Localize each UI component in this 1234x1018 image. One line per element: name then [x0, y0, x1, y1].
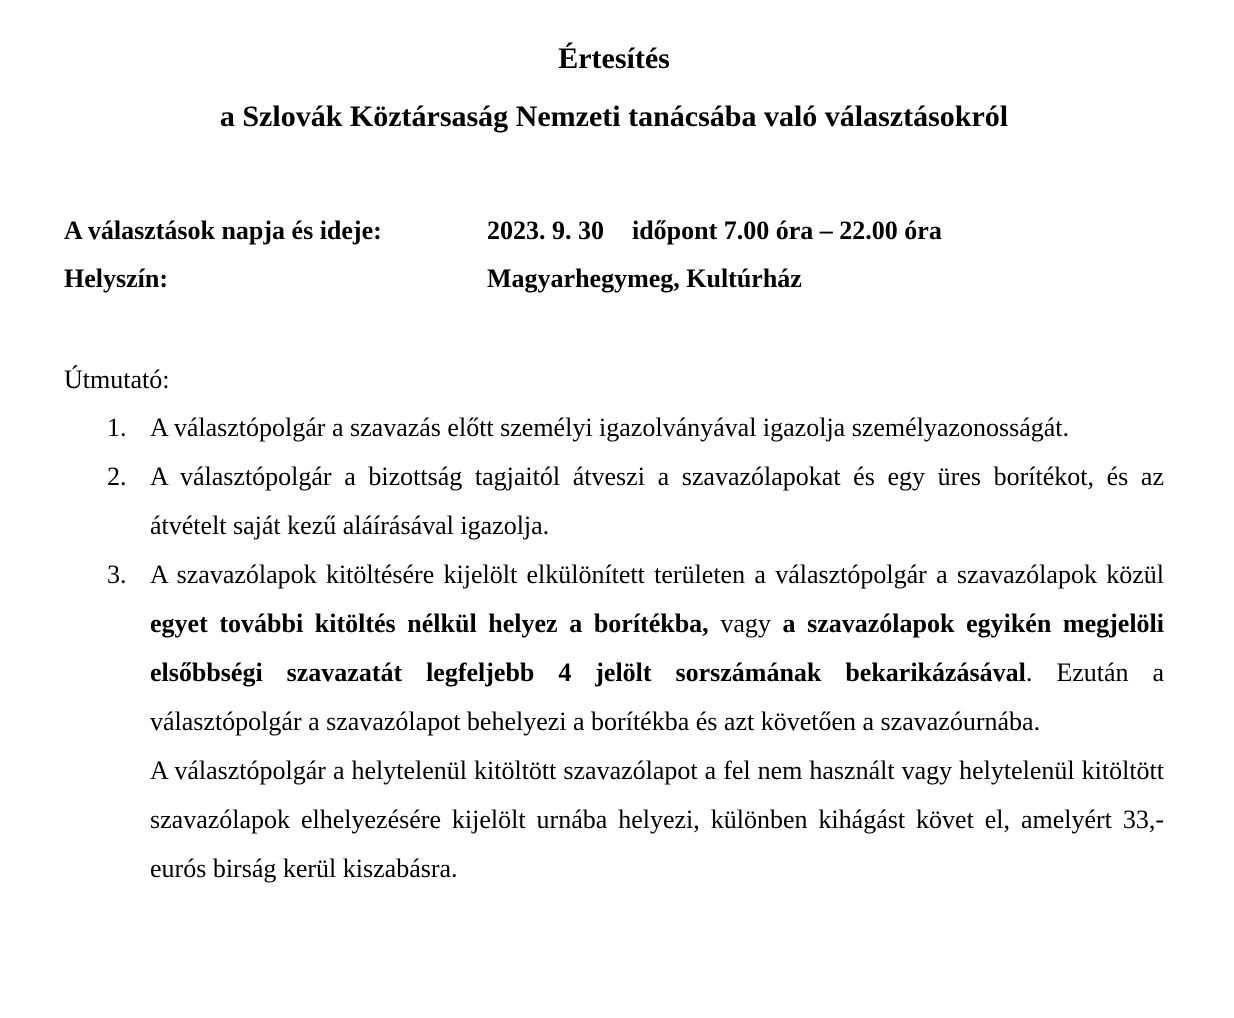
bold-text-run: a szavazólapok egyikén megjelöli elsőbbségi szavazatát legfeljebb 4 jelölt sorszámának bekarikázásával — [150, 609, 1164, 687]
document-subtitle: a Szlovák Köztársaság Nemzeti tanácsába való választásokról — [219, 100, 1009, 133]
text-run: vagy — [708, 609, 783, 638]
guide-list — [0, 403, 1234, 893]
list-item — [0, 403, 1164, 452]
election-date-label: A választások napja és ideje: — [64, 216, 382, 245]
list-item-paragraph — [150, 550, 1164, 746]
location-label: Helyszín: — [64, 264, 168, 293]
election-date: 2023. 9. 30 — [487, 216, 604, 245]
list-item-paragraph: A választópolgár a helytelenül kitöltött szavazólapot a fel nem használt vagy helytelenül kitöltött szavazólapok elhelyezésére kijelölt urnába helyezi, különben kihágást követ el, amelyért 33,- eurós birság kerül kiszabásra. — [150, 756, 1164, 883]
election-date-value — [487, 215, 942, 247]
document-title: Értesítés — [558, 42, 670, 75]
list-item — [0, 452, 1164, 550]
guide-heading: Útmutató: — [64, 365, 170, 394]
list-item-text: A választópolgár a bizottság tagjaitól átveszi a szavazólapokat és egy üres borítékot, és az átvételt saját kezű aláírásával igazolja. — [150, 462, 1164, 540]
text-run: . Ezután a választópolgár a szavazólapot behelyezi a borítékba és azt követően a szavazóurnába. — [150, 658, 1164, 736]
bold-text-run: egyet további kitöltés nélkül helyez a borítékba, — [150, 609, 709, 638]
text-run: A szavazólapok kitöltésére kijelölt elkülönített területen a választópolgár a szavazólapok közül — [150, 560, 1164, 589]
list-item — [0, 550, 1164, 893]
list-item-text: A választópolgár a szavazás előtt személyi igazolványával igazolja személyazonosságát. — [150, 413, 1070, 442]
list-item-number: 2. — [107, 462, 127, 491]
list-item-number: 1. — [107, 413, 127, 442]
list-item-number: 3. — [107, 560, 127, 589]
location-value: Magyarhegymeg, Kultúrház — [487, 264, 802, 293]
election-time: időpont 7.00 óra – 22.00 óra — [632, 216, 942, 245]
